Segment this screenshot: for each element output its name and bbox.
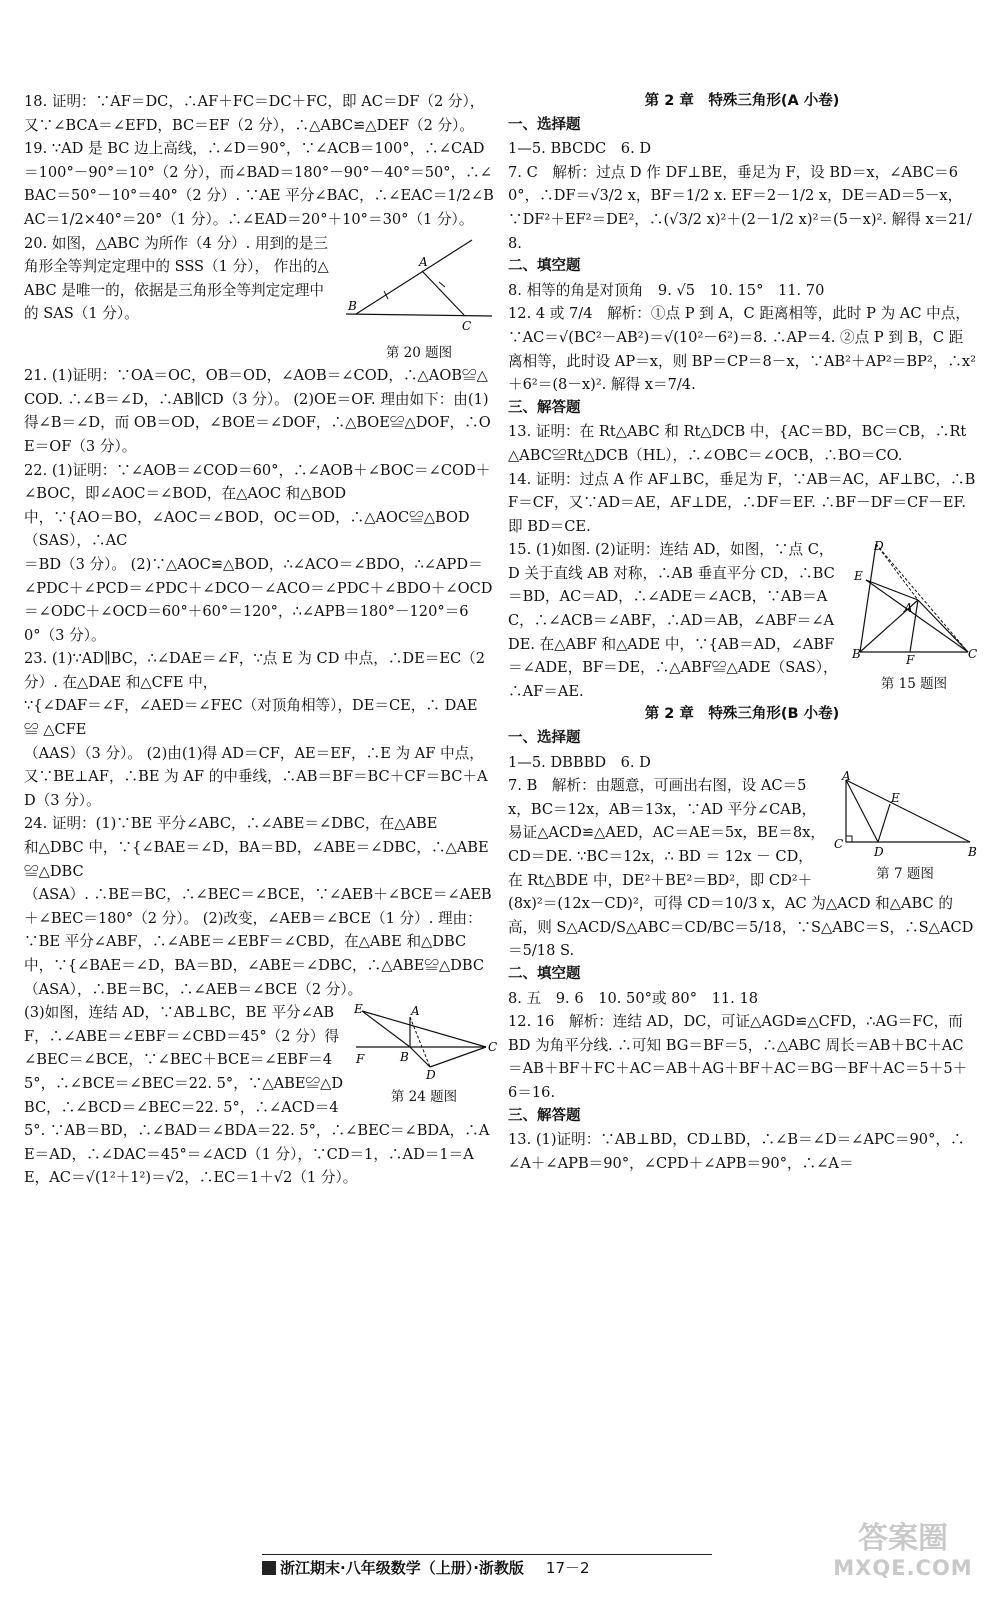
figure-15	[852, 540, 976, 693]
figure-7	[834, 769, 977, 883]
answer-22-part1: 22. (1)证明：∵∠AOB＝∠COD＝60°，∴∠AOB＋∠BOC＝∠COD＋∠BOC，即∠AOC＝∠BOD，在△AOC 和△BOD	[24, 461, 491, 503]
page-footer	[262, 1554, 712, 1581]
figure-15-caption: 第 15 题图	[880, 675, 948, 692]
svg-text:E: E	[354, 1002, 363, 1017]
answer-24-part2: 和△DBC 中，∵{∠BAE＝∠D，BA＝BD，∠ABE＝∠DBC，∴△ABE≌△DBC	[24, 839, 489, 880]
figure-15-diagram	[852, 540, 976, 668]
svg-text:E: E	[854, 569, 863, 584]
b-fill-answers: 8. 五 9. 6 10. 50°或 80° 11. 18	[508, 989, 759, 1007]
footer-page-code: 17－2	[545, 1559, 590, 1577]
figure-20-caption: 第 20 题图	[385, 345, 453, 362]
answer-23-part2: ∵{∠DAF＝∠F，∠AED＝∠FEC（对顶角相等），DE＝CE，∴ DAE ≌ △CFE	[24, 697, 483, 739]
b-answer-7	[508, 769, 977, 963]
svg-text:A: A	[411, 1004, 420, 1019]
b-answer-12: 12. 16 解析：连结 AD，DC，可证△AGD≌△CFD，∴AG＝FC，而 BD 为角平分线. ∴可知 BG＝BF＝5，∴△ABC 周长＝AB＋BC＋AC＝AB＋BF＋FC＋AC＝AB＋AG＋BF＋AC＝BG－BF＋AC＝5＋5＋6＝16.	[508, 1013, 968, 1101]
a-answer-13: 13. 证明：在 Rt△ABC 和 Rt△DCB 中，{AC＝BD，BC＝CB，∴Rt△ABC≌Rt△DCB（HL），∴∠OBC＝∠OCB，∴BO＝CO.	[508, 423, 967, 464]
section-fill-a: 二、填空题	[508, 258, 581, 275]
answer-24-part4-text: (3)如图，连结 AD，∵AB⊥BC，BE 平分∠ABF，∴∠ABE＝∠EBF＝∠CBD＝45°（2 分）得∠BEC＝∠BCE，∵∠BEC＋BCE＝∠EBF＝45°，∴∠BCE＝∠BEC＝22. 5°，∵△ABE≌△DBC，∴∠BCD＝∠BEC＝22. 5°，∴∠ACD＝45°. ∵AB＝BD，∴∠BAD＝∠BDA＝22. 5°，∴∠BEC＝∠BDA，∴AE＝AD，∴∠DAC＝45°＝∠ACD（1 分），∵CD＝1，∴AD＝1＝AE，AC＝√(1²＋1²)＝√2，∴EC＝1＋√2（1 分）。	[24, 1004, 490, 1187]
watermark	[818, 1522, 988, 1580]
a-fill-answers: 8. 相等的角是对顶角 9. √5 10. 15° 11. 70	[508, 281, 825, 299]
section-fill-b: 二、填空题	[508, 965, 581, 982]
answer-23-part3: （AAS）（3 分）。 (2)由(1)得 AD＝CF，AE＝EF，∴E 为 AF 中点，又∵BE⊥AF，∴BE 为 AF 的中垂线，∴AB＝BF＝BC＋CF＝BC＋AD（3 分）。	[24, 744, 488, 809]
a-answer-7: 7. C 解析：过点 D 作 DF⊥BE，垂足为 F，设 BD＝x，∠ABC＝60°，∴DF＝√3/2 x，BF＝1/2 x. EF＝2－1/2 x，DE＝AD＝5－x，∵DF²＋EF²＝DE²，∴(√3/2 x)²＋(2－1/2 x)²＝(5－x)². 解得 x＝21/8.	[508, 163, 972, 252]
svg-text:B: B	[348, 298, 357, 313]
answer-19: 19. ∵AD 是 BC 边上高线，∴∠D＝90°，∵∠ACB＝100°，∴∠CAD＝100°－90°＝10°（2 分），而∠BAD＝180°－90°－40°＝50°，∴∠BAC＝50°－10°＝40°（2 分）. ∵AE 平分∠BAC，∴∠EAC＝1/2∠BAC＝1/2×40°＝20°（1 分）。∴∠EAD＝20°＋10°＝30°（1 分）。	[24, 140, 494, 228]
b-answer-7-text: 7. B 解析：由题意，可画出右图，设 AC＝5x，BC＝12x，AB＝13x，∵AD 平分∠CAB，易证△ACD≌△AED，AC＝AE＝5x，BE＝8x，CD＝DE. ∵BC＝12x，∴ BD ＝ 12x － CD，在 Rt△BDE 中，DE²＋BE²＝BD²，即 CD²＋(8x)²＝(12x－CD)²，可得 CD＝10/3 x，AC 为△ACD 和△ABC 的高，则 S△ACD/S△ABC＝CD/BC＝5/18，∵S△ABC＝S，∴S△ACD＝5/18 S.	[508, 777, 974, 960]
svg-text:D: D	[874, 845, 884, 860]
figure-7-diagram	[834, 769, 977, 860]
svg-text:B: B	[852, 647, 861, 662]
answer-18: 18. 证明：∵AF＝DC，∴AF＋FC＝DC＋FC，即 AC＝DF（2 分），又∵∠BCA＝∠EFD，BC＝EF（2 分），∴△ABC≌△DEF（2 分）。	[24, 93, 485, 134]
right-column	[508, 90, 976, 1175]
answer-21: 21. (1)证明：∵OA＝OC，OB＝OD，∠AOB＝∠COD，∴△AOB≌△COD. ∴∠B＝∠D，∴AB∥CD（3 分）。 (2)OE＝OF. 理由如下：由(1)得∠B＝∠D，而 OB＝OD，∠BOE＝∠DOF，∴△BOE≌△DOF，∴OE＝OF（3 分）。	[24, 367, 491, 455]
figure-20-diagram	[344, 234, 494, 338]
figure-24	[354, 1002, 498, 1106]
left-column	[24, 90, 498, 1190]
footer-title: 浙江期末·八年级数学（上册）·浙教版	[280, 1559, 524, 1577]
a-answer-15-text: 15. (1)如图. (2)证明：连结 AD，如图，∵点 C，D 关于直线 AB 对称，∴AB 垂直平分 CD，∴BC＝BD，AC＝AD，∴∠ADE＝∠ACB，∵AB＝AC，∴∠ACB＝∠ABF，∴AD＝AB，∠ABF＝∠ADE. 在△ABF 和△ADE 中，∵{AB＝AD，∠ABF＝∠ADE，BF＝DE，∴△ABF≌△ADE（SAS），∴AF＝AE.	[508, 541, 838, 700]
answer-20	[24, 232, 494, 362]
answer-22-part3: ＝BD（3 分）。 (2)∵△AOC≌△BOD，∴∠ACO＝∠BDO，∴∠APD＝∠PDC＋∠PCD＝∠PDC＋∠DCO－∠ACO＝∠PDC＋∠BDO＋∠OCD＝∠ODC＋∠OCD＝60°＋60°＝120°，∴∠APB＝180°－120°＝60°（3 分）。	[24, 555, 493, 644]
svg-text:B: B	[400, 1050, 409, 1065]
svg-text:A: A	[904, 601, 913, 616]
a-answer-15	[508, 538, 976, 703]
section-choice-b: 一、选择题	[508, 730, 581, 747]
chapter-heading-b: 第 2 章 特殊三角形(B 小卷)	[644, 706, 840, 723]
b-answer-13: 13. (1)证明：∵AB⊥BD，CD⊥BD，∴∠B＝∠D＝∠APC＝90°，∴∠A＋∠APB＝90°，∠CPD＋∠APB＝90°，∴∠A＝	[508, 1131, 965, 1172]
svg-text:F: F	[356, 1052, 365, 1067]
answer-24-part3: （ASA）. ∴BE＝BC，∴∠BEC＝∠BCE，∵∠AEB＋∠BCE＝∠AEB＋∠BEC＝180°（2 分）。 (2)改变，∠AEB＝∠BCE（1 分）. 理由：∵BE 平分∠ABF，∴∠ABE＝∠EBF＝∠CBD，在△ABE 和△DBC 中，∵{∠BAE＝∠D，BA＝BD，∠ABE＝∠DBC，∴△ABE≌△DBC（ASA），∴BE＝BC，∴∠AEB＝∠BCE（2 分）。	[24, 886, 492, 998]
svg-text:F: F	[906, 653, 915, 668]
figure-24-diagram	[354, 1002, 498, 1083]
watermark-url: MXQE.COM	[833, 1556, 973, 1580]
figure-24-caption: 第 24 题图	[390, 1088, 458, 1105]
svg-text:C: C	[834, 837, 844, 852]
footer-logo-icon	[262, 1561, 276, 1575]
svg-text:E: E	[891, 791, 900, 806]
watermark-logo-text: 答案圈	[858, 1521, 948, 1556]
svg-text:D: D	[426, 1068, 436, 1083]
a-choice-answers: 1—5. BBCDC 6. D	[508, 140, 652, 158]
section-solve-b: 三、解答题	[508, 1107, 581, 1124]
section-solve-a: 三、解答题	[508, 399, 581, 416]
svg-text:C: C	[488, 1040, 498, 1055]
answer-24-part1: 24. 证明：(1)∵BE 平分∠ABC，∴∠ABE＝∠DBC，在△ABE	[24, 815, 438, 833]
answer-23-part1: 23. (1)∵AD∥BC，∴∠DAE＝∠F，∵点 E 为 CD 中点，∴DE＝EC（2 分）. 在△DAE 和△CFE 中，	[24, 650, 490, 691]
section-choice-a: 一、选择题	[508, 116, 581, 133]
svg-text:A: A	[842, 769, 851, 784]
svg-text:A: A	[419, 254, 428, 269]
svg-text:B: B	[968, 845, 977, 860]
svg-text:C: C	[462, 318, 472, 333]
svg-text:C: C	[968, 647, 978, 662]
answer-22-part2: 中，∵{AO＝BO，∠AOC＝∠BOD，OC＝OD，∴△AOC≌△BOD（SAS），∴AC	[24, 508, 470, 550]
a-answer-14: 14. 证明：过点 A 作 AF⊥BC，垂足为 F，∵AB＝AC，AF⊥BC，∴BF＝CF，又∵AD＝AE，AF⊥DE，∴DF＝EF. ∴BF－DF＝CF－EF. 即 BD＝CE.	[508, 470, 976, 535]
svg-text:D: D	[874, 539, 884, 554]
answer-24-part4	[24, 1001, 498, 1190]
figure-7-caption: 第 7 题图	[876, 865, 934, 882]
b-choice-answers: 1—5. DBBBD 6. D	[508, 753, 651, 771]
chapter-heading-a: 第 2 章 特殊三角形(A 小卷)	[644, 93, 840, 109]
answer-20-text: 20. 如图，△ABC 为所作（4 分）. 用到的是三角形全等判定定理中的 SSS（1 分）， 作出的△ABC 是唯一的，依据是三角形全等判定定理中的 SAS（1 分）。	[24, 234, 329, 323]
a-answer-12: 12. 4 或 7/4 解析：①点 P 到 A，C 距离相等，此时 P 为 AC 中点，∵AC＝√(BC²－AB²)＝√(10²－6²)＝8. ∴AP＝4. ②点 P 到 B，C 距离相等，此时设 AP＝x，则 BP＝CP＝8－x，∵AB²＋AP²＝BP²，∴x²＋6²＝(8－x)². 解得 x＝7/4.	[508, 305, 976, 394]
figure-20	[344, 234, 494, 363]
